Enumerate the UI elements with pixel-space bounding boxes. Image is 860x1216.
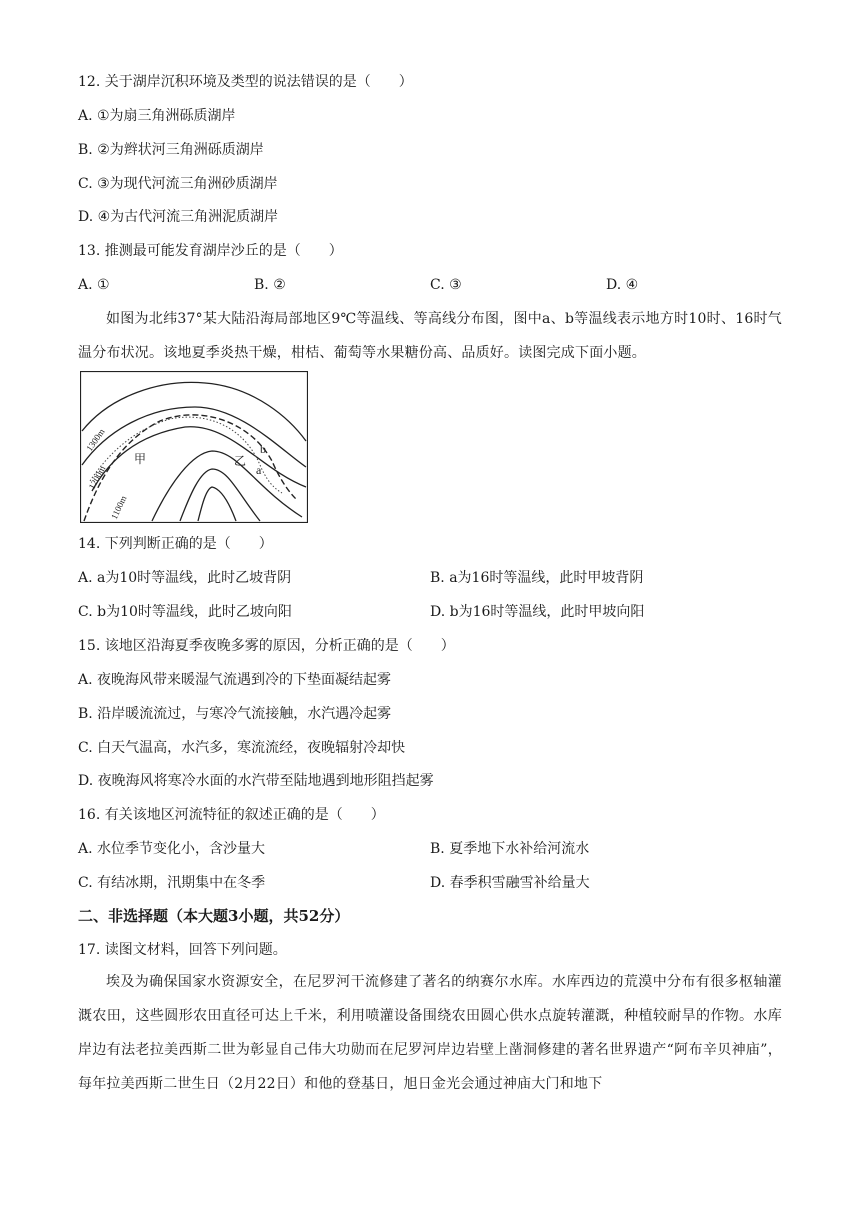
question-14-option-d: D. b为16时等温线，此时甲坡向阳: [430, 604, 645, 620]
question-13-stem: 13. 推测最可能发育湖岸沙丘的是（ ）: [78, 243, 343, 259]
question-15-option-d: D. 夜晚海风将寒冷水面的水汽带至陆地遇到地形阻挡起雾: [78, 773, 434, 789]
question-17-material: 埃及为确保国家水资源安全，在尼罗河干流修建了著名的纳赛尔水库。水库西边的荒漠中分布有很多枢轴灌溉农田，这些圆形农田直径可达上千米，利用喷灌设备围绕农田圆心供水点旋转灌溉，种植较耐旱的作物。水库岸边有法老拉美西斯二世为彰显自己伟大功勋而在尼罗河岸边岩壁上凿洞修建的著名世界遗产“阿布辛贝神庙”，每年拉美西斯二世生日（2月22日）和他的登基日，旭日金光会通过神庙大门和地下: [78, 974, 782, 1092]
question-13-option-d: D. ④: [606, 277, 639, 293]
question-12-option-d: D. ④为古代河流三角洲泥质湖岸: [78, 209, 279, 225]
question-12-stem: 12. 关于湖岸沉积环境及类型的说法错误的是（ ）: [78, 74, 413, 90]
question-14-option-c: C. b为10时等温线，此时乙坡向阳: [78, 604, 292, 620]
intro-14-16: 如图为北纬37°某大陆沿海局部地区9℃等温线、等高线分布图，图中a、b等温线表示地方时10时、16时气温分布状况。该地夏季炎热干燥，柑桔、葡萄等水果糖份高、品质好。读图完成下面小题。: [78, 311, 782, 361]
label-b: b: [260, 442, 266, 456]
map-frame: [81, 372, 308, 523]
question-16-option-b: B. 夏季地下水补给河流水: [430, 841, 590, 857]
isotherm-contour-map: [80, 371, 308, 523]
question-12-option-a: A. ①为扇三角洲砾质湖岸: [78, 108, 236, 124]
question-16-option-a: A. 水位季节变化小，含沙量大: [78, 841, 266, 857]
question-15-stem: 15. 该地区沿海夏季夜晚多雾的原因，分析正确的是（ ）: [78, 638, 455, 654]
question-13-option-b: B. ②: [254, 277, 286, 293]
contour-label-1100: 1100m: [108, 494, 129, 521]
question-14-option-a: A. a为10时等温线，此时乙坡背阴: [78, 570, 292, 586]
label-a: a: [256, 463, 262, 477]
question-16-option-d: D. 春季积雪融雪补给量大: [430, 875, 590, 891]
question-15-option-b: B. 沿岸暖流流过，与寒冷气流接触，水汽遇冷起雾: [78, 706, 392, 722]
label-jia: 甲: [134, 452, 147, 466]
question-13-option-a: A. ①: [78, 277, 110, 293]
question-16-stem: 16. 有关该地区河流特征的叙述正确的是（ ）: [78, 807, 385, 823]
question-13-option-c: C. ③: [430, 277, 462, 293]
contour-label-1200: 1200m: [86, 464, 108, 491]
section-2-title: 二、非选择题（本大题3小题，共52分）: [78, 907, 350, 925]
question-14-stem: 14. 下列判断正确的是（ ）: [78, 536, 273, 552]
contour-label-1300: 1300m: [84, 426, 107, 453]
label-yi: 乙: [234, 454, 247, 468]
question-12-option-b: B. ②为辫状河三角洲砾质湖岸: [78, 142, 264, 158]
question-15-option-c: C. 白天气温高，水汽多，寒流流经，夜晚辐射冷却快: [78, 740, 406, 756]
question-15-option-a: A. 夜晚海风带来暖湿气流遇到冷的下垫面凝结起雾: [78, 672, 392, 688]
question-14-option-b: B. a为16时等温线，此时甲坡背阴: [430, 570, 644, 586]
question-16-option-c: C. 有结冰期，汛期集中在冬季: [78, 875, 266, 891]
question-12-option-c: C. ③为现代河流三角洲砂质湖岸: [78, 176, 278, 192]
question-17-stem: 17. 读图文材料，回答下列问题。: [78, 942, 287, 958]
